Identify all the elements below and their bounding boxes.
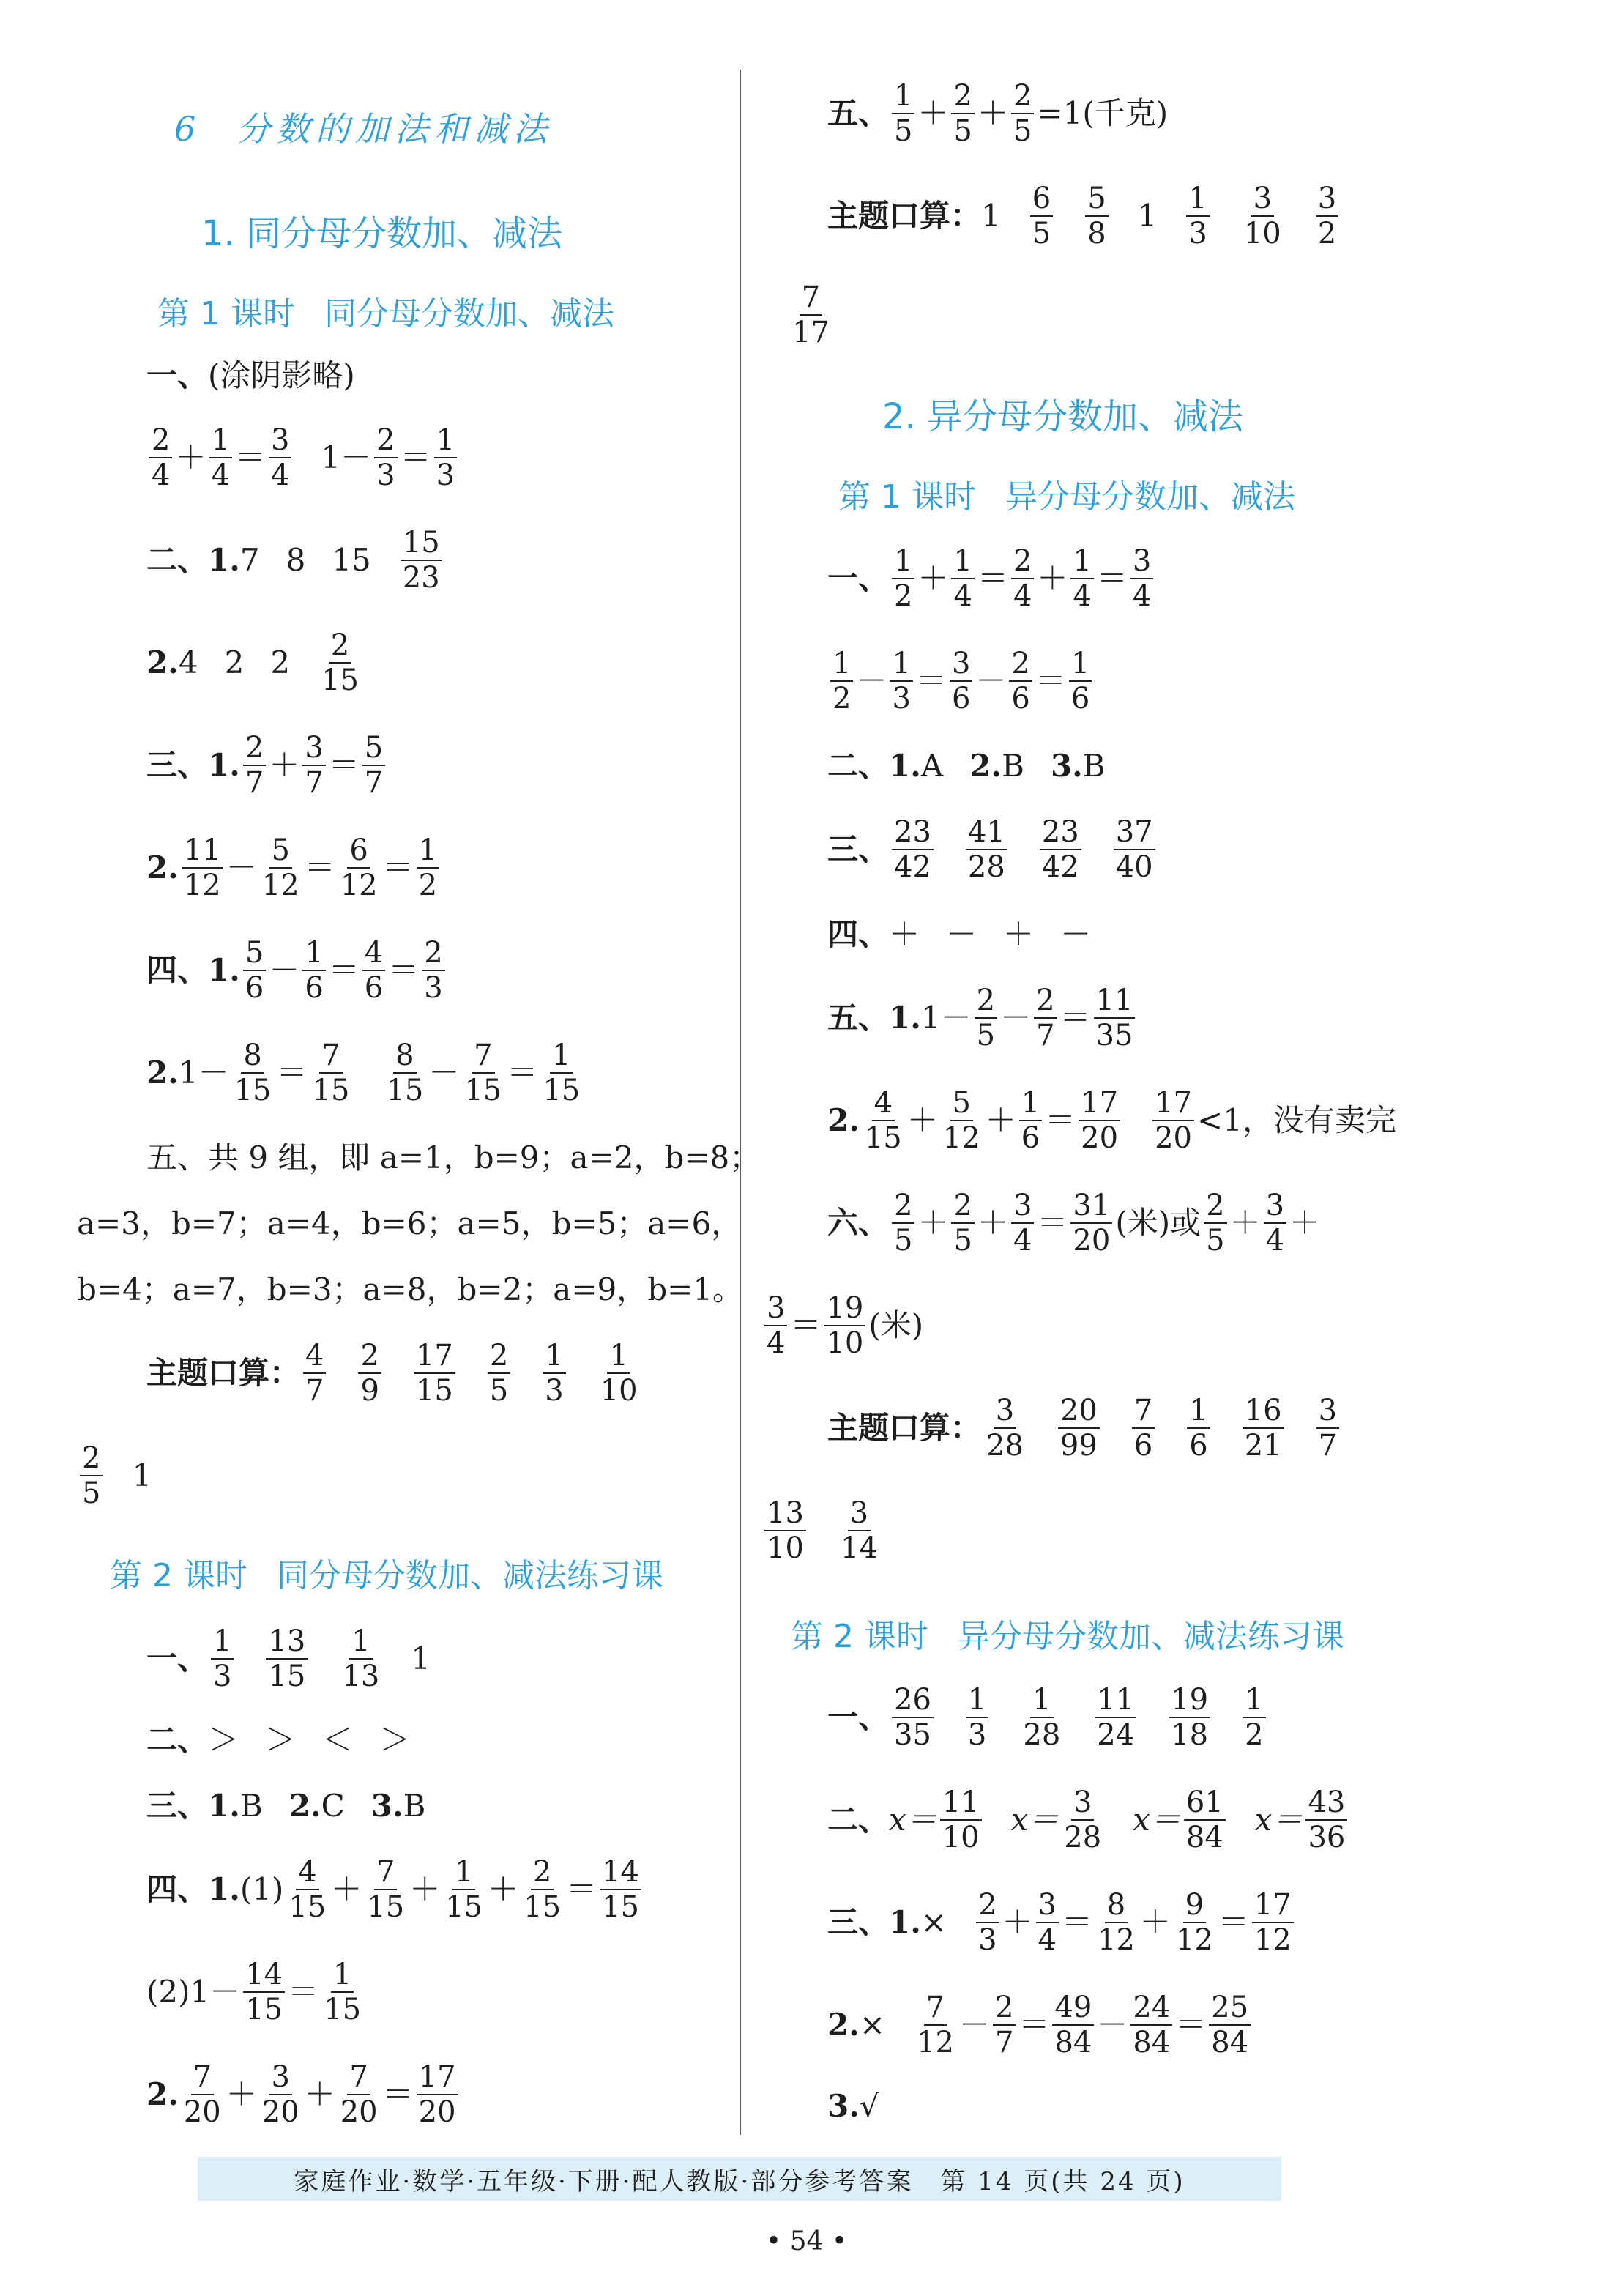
chapter-title bbox=[174, 103, 553, 151]
question-label: 二、 bbox=[827, 1802, 890, 1838]
fraction: $\frac{1}{28}$ bbox=[1023, 1683, 1061, 1752]
fraction: $\frac{2}{9}$ bbox=[358, 1340, 381, 1406]
question-label: 三、1. bbox=[146, 747, 240, 783]
answer-line bbox=[827, 1684, 1269, 1750]
variable: x＝ bbox=[1133, 1802, 1181, 1838]
fraction: $\frac{15}{23}$ bbox=[401, 527, 442, 593]
question-label: 五、1. bbox=[827, 1000, 921, 1036]
fraction: $\frac{1}{3}$ bbox=[1186, 183, 1209, 249]
question-label: 三、1. bbox=[827, 1904, 921, 1940]
question-label: 2. bbox=[146, 1055, 179, 1091]
fraction: $\frac{2}{5}$ bbox=[80, 1443, 103, 1509]
answer-line: 二、1. A 2. B 3. B bbox=[827, 748, 1106, 784]
fraction: $\frac{7}{6}$ bbox=[1132, 1395, 1155, 1461]
answer-line: $\frac{2}{4}$ ＋ $\frac{1}{4}$ ＝ $\frac{3}{4}$ 1 － $\frac{2}{3}$ ＝ $\frac{1}{3}$ bbox=[146, 425, 460, 491]
fraction: $\frac{61}{84}$ bbox=[1184, 1787, 1226, 1853]
fraction: $\frac{16}{21}$ bbox=[1243, 1395, 1284, 1461]
question-label: 2. bbox=[827, 1102, 860, 1138]
fraction: $\frac{3}{28}$ bbox=[986, 1394, 1024, 1463]
question-label: 三、1. bbox=[146, 1788, 240, 1824]
question-label: 一、 bbox=[146, 1641, 209, 1676]
fraction: $\frac{3}{14}$ bbox=[840, 1496, 878, 1565]
question-label: 四、1. bbox=[146, 1871, 240, 1907]
fraction: $\frac{41}{28}$ bbox=[966, 817, 1007, 883]
lesson-label: 第 2 课时 bbox=[110, 1557, 247, 1594]
answer-line: 二、1. 7 8 15 $\frac{15}{23}$ bbox=[146, 527, 445, 593]
fraction: $\frac{2}{5}$ bbox=[488, 1340, 510, 1406]
question-label: 二、 bbox=[146, 1722, 209, 1758]
fraction: $\frac{1}{3}$ bbox=[543, 1340, 565, 1406]
answer-line bbox=[827, 817, 1158, 883]
answer-line: $\frac{1}{2}$ － $\frac{1}{3}$ ＝ $\frac{3}{6}$ － $\frac{2}{6}$ ＝ $\frac{1}{6}$ bbox=[827, 648, 1095, 714]
fraction: $\frac{1}{4}$ bbox=[209, 425, 231, 491]
answer-text: (涂阴影略) bbox=[208, 357, 355, 393]
lesson-title bbox=[110, 1549, 663, 1596]
answer-line: 三、1. $\frac{2}{7}$ ＋ $\frac{3}{7}$ ＝ $\frac{5}{7}$ bbox=[146, 732, 388, 798]
answer-line: 五、1. 1 － $\frac{2}{5}$ － $\frac{2}{7}$ ＝ $\frac{11}{35}$ bbox=[827, 985, 1138, 1051]
question-label: 3. bbox=[827, 2088, 860, 2124]
question-label: 四、 bbox=[827, 916, 890, 952]
answer-line: 二、 ＞ ＞ ＜ ＞ bbox=[146, 1722, 411, 1758]
fraction: $\frac{5}{8}$ bbox=[1085, 183, 1108, 249]
fraction: $\frac{11}{10}$ bbox=[940, 1787, 982, 1853]
fraction: $\frac{1}{13}$ bbox=[342, 1624, 380, 1693]
fraction: $\frac{7}{17}$ bbox=[792, 281, 830, 349]
question-label: 2. bbox=[146, 850, 179, 885]
answer-line bbox=[787, 282, 835, 348]
fraction: $\frac{1}{3}$ bbox=[966, 1684, 988, 1750]
answer-line bbox=[146, 1340, 643, 1406]
lesson-name: 异分母分数加、减法 bbox=[1005, 478, 1295, 516]
answer-text: 五、共 9 组，即 a=1，b=9；a=2，b=8； bbox=[146, 1140, 761, 1175]
answer-line bbox=[146, 357, 355, 393]
answer-line: $\frac{3}{4}$ ＝ $\frac{19}{10}$ (米) bbox=[761, 1293, 923, 1359]
fraction: $\frac{1}{10}$ bbox=[600, 1339, 638, 1408]
question-label: 三、 bbox=[827, 831, 890, 867]
fraction: $\frac{3}{2}$ bbox=[1316, 183, 1338, 249]
fraction: $\frac{3}{4}$ bbox=[269, 425, 291, 491]
answer-line bbox=[827, 1787, 1350, 1853]
answer-line: 2. $\frac{7}{20}$ ＋ $\frac{3}{20}$ ＋ $\frac{7}{20}$ ＝ $\frac{17}{20}$ bbox=[146, 2062, 461, 2128]
lesson-name: 异分母分数加、减法练习课 bbox=[957, 1618, 1344, 1655]
fraction: $\frac{43}{36}$ bbox=[1305, 1787, 1347, 1853]
answer-line: 四、 ＋ － ＋ － bbox=[827, 916, 1092, 952]
question-label: 二、1. bbox=[146, 542, 240, 578]
lesson-label: 第 1 课时 bbox=[838, 478, 976, 516]
fraction: $\frac{2}{15}$ bbox=[321, 628, 359, 697]
lesson-title bbox=[791, 1610, 1344, 1657]
question-label: 一、 bbox=[146, 357, 209, 393]
chapter-number: 6 bbox=[174, 109, 202, 149]
question-label: 五、 bbox=[827, 95, 890, 131]
answer-line: 2. $\frac{4}{15}$ ＋ $\frac{5}{12}$ ＋ $\frac{1}{6}$ ＝ $\frac{17}{20}$ $\frac{17}{20}$ <1，没有卖完 bbox=[827, 1086, 1396, 1155]
fraction: $\frac{13}{15}$ bbox=[266, 1626, 308, 1692]
variable: x＝ bbox=[1010, 1802, 1059, 1838]
question-label: 四、1. bbox=[146, 952, 240, 988]
lesson-title bbox=[157, 287, 614, 334]
fraction: $\frac{6}{5}$ bbox=[1030, 183, 1053, 249]
oral-label: 主题口算： bbox=[827, 1410, 982, 1446]
fraction: $\frac{2}{4}$ bbox=[149, 425, 172, 491]
fraction: $\frac{3}{7}$ bbox=[1316, 1395, 1339, 1461]
fraction: $\frac{17}{15}$ bbox=[414, 1340, 455, 1406]
section-title: 2. 异分母分数加、减法 bbox=[882, 396, 1244, 437]
lesson-name: 同分母分数加、减法 bbox=[324, 295, 614, 332]
question-label: 六、 bbox=[827, 1205, 890, 1241]
answer-line: 六、 $\frac{2}{5}$ ＋ $\frac{2}{5}$ ＋ $\frac{3}{4}$ ＝ $\frac{31}{20}$ (米)或 $\frac{2}{5}$ ＋ $\frac{3}{4}$ ＋ bbox=[827, 1189, 1321, 1257]
fraction: $\frac{37}{40}$ bbox=[1114, 817, 1155, 883]
answer-line: 四、1. (1) $\frac{4}{15}$ ＋ $\frac{7}{15}$ ＋ $\frac{1}{15}$ ＋ $\frac{2}{15}$ ＝ $\frac{14}{15}$ bbox=[146, 1857, 644, 1922]
fraction: $\frac{1}{2}$ bbox=[1243, 1684, 1265, 1750]
answer-line: 一、 $\frac{1}{2}$ ＋ $\frac{1}{4}$ ＝ $\frac{2}{4}$ ＋ $\frac{1}{4}$ ＝ $\frac{3}{4}$ bbox=[827, 546, 1156, 612]
fraction: $\frac{13}{10}$ bbox=[764, 1498, 806, 1564]
fraction: $\frac{19}{18}$ bbox=[1169, 1684, 1210, 1750]
variable: x＝ bbox=[889, 1802, 937, 1838]
answer-line: 主题口算： 1 $\frac{6}{5}$ $\frac{5}{8}$ 1 $\frac{1}{3}$ $\frac{3}{10}$ $\frac{3}{2}$ bbox=[827, 183, 1341, 249]
lesson-name: 同分母分数加、减法练习课 bbox=[276, 1557, 663, 1594]
fraction: $\frac{26}{35}$ bbox=[892, 1684, 934, 1750]
oral-label: 主题口算： bbox=[146, 1355, 301, 1391]
answer-line: $\frac{2}{5}$ 1 bbox=[77, 1443, 152, 1509]
fraction: $\frac{3}{10}$ bbox=[1243, 182, 1281, 250]
fraction: $\frac{11}{24}$ bbox=[1095, 1684, 1136, 1750]
answer-line: 五、 $\frac{1}{5}$ ＋ $\frac{2}{5}$ ＋ $\frac{2}{5}$ =1(千克) bbox=[827, 79, 1169, 148]
lesson-label: 第 1 课时 bbox=[157, 295, 295, 332]
page-footer: 家庭作业·数学·五年级·下册·配人教版·部分参考答案 第 14 页(共 24 页) bbox=[198, 2157, 1281, 2201]
variable: x＝ bbox=[1254, 1802, 1303, 1838]
answer-line: 2. × $\frac{7}{12}$ － $\frac{2}{7}$ ＝ $\frac{49}{84}$ － $\frac{24}{84}$ ＝ $\frac{25}{84}$ bbox=[827, 1992, 1253, 2058]
answer-line: 三、1. B 2. C 3. B bbox=[146, 1788, 426, 1824]
answer-line: 2. $\frac{11}{12}$ － $\frac{5}{12}$ ＝ $\frac{6}{12}$ ＝ $\frac{1}{2}$ bbox=[146, 835, 442, 901]
answer-text: a=3，b=7；a=4，b=6；a=5，b=5；a=6， bbox=[77, 1205, 742, 1241]
fraction: $\frac{1}{6}$ bbox=[1187, 1395, 1210, 1461]
fraction: $\frac{23}{42}$ bbox=[1040, 817, 1081, 883]
question-label: 二、1. bbox=[827, 748, 921, 784]
fraction: $\frac{23}{42}$ bbox=[892, 817, 934, 883]
question-label: 2. bbox=[827, 2007, 860, 2043]
question-label: 一、 bbox=[827, 1699, 890, 1735]
answer-text: b=4；a=7，b=3；a=8，b=2；a=9，b=1。 bbox=[77, 1271, 744, 1307]
lesson-title bbox=[838, 470, 1295, 517]
oral-label: 主题口算： bbox=[827, 198, 982, 234]
answer-line bbox=[827, 1395, 1342, 1461]
fraction: $\frac{1}{3}$ bbox=[434, 425, 457, 491]
answer-line: 三、1. × $\frac{2}{3}$ ＋ $\frac{3}{4}$ ＝ $\frac{8}{12}$ ＋ $\frac{9}{12}$ ＝ $\frac{17}{12}$ bbox=[827, 1890, 1297, 1955]
fraction: $\frac{2}{3}$ bbox=[374, 425, 397, 491]
chapter-name: 分数的加法和减法 bbox=[236, 109, 554, 149]
answer-line: (2)1 － $\frac{14}{15}$ ＝ $\frac{1}{15}$ bbox=[146, 1958, 362, 2026]
answer-line: 3. √ bbox=[827, 2088, 879, 2124]
answer-line: 一、 $\frac{1}{3}$ $\frac{13}{15}$ $\frac{1}{13}$ 1 bbox=[146, 1624, 431, 1693]
column-divider bbox=[740, 70, 741, 2135]
question-label: 2. bbox=[146, 644, 179, 680]
fraction: $\frac{20}{99}$ bbox=[1058, 1395, 1100, 1461]
answer-line bbox=[761, 1498, 883, 1564]
fraction: $\frac{1}{3}$ bbox=[211, 1626, 234, 1692]
fraction: $\frac{3}{28}$ bbox=[1064, 1786, 1102, 1854]
answer-line: 四、1. $\frac{5}{6}$ － $\frac{1}{6}$ ＝ $\frac{4}{6}$ ＝ $\frac{2}{3}$ bbox=[146, 937, 448, 1003]
answer-line: 2. 1 － $\frac{8}{15}$ ＝ $\frac{7}{15}$ $\frac{8}{15}$ － $\frac{7}{15}$ ＝ $\frac{1}{15}$ bbox=[146, 1039, 581, 1107]
answer-line: 2. 4 2 2 $\frac{2}{15}$ bbox=[146, 630, 364, 696]
page-number: • 54 • bbox=[765, 2226, 848, 2256]
lesson-label: 第 2 课时 bbox=[791, 1618, 928, 1655]
fraction: $\frac{4}{7}$ bbox=[303, 1340, 326, 1406]
section-title: 1. 同分母分数加、减法 bbox=[201, 213, 563, 254]
question-label: 2. bbox=[146, 2076, 179, 2112]
question-label: 一、 bbox=[827, 560, 890, 596]
